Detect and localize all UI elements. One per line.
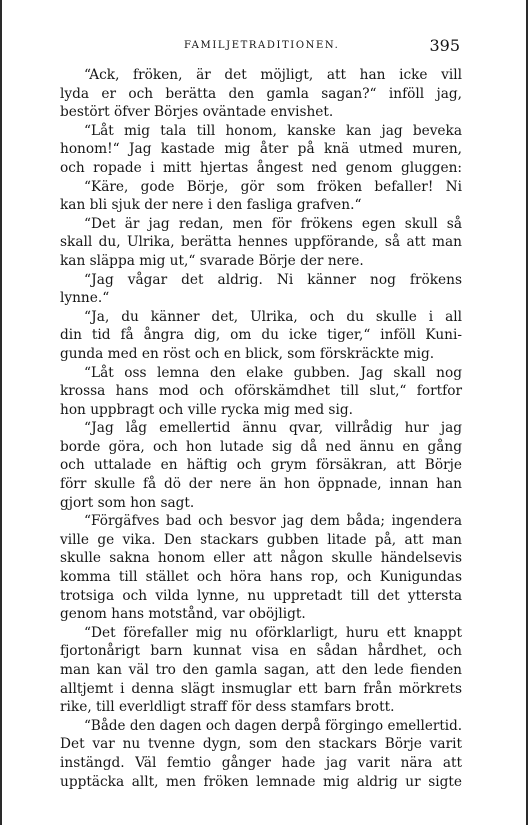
text-line: “Förgäfves bad och besvor jag dem båda; ingendera: [84, 513, 462, 530]
text-line: bestört öfver Börjes oväntade envishet.: [60, 104, 334, 121]
text-line: instängd. Väl femtio gånger hade jag varit nära att: [60, 754, 462, 771]
text-line: din tid få ångra dig, om du icke tiger,“ inföll Kuni-: [60, 327, 462, 344]
text-line: skall du, Ulrika, berätta hennes uppförande, så att man: [60, 234, 462, 251]
body-text: [60, 66, 462, 791]
text-line: “Jag låg emellertid ännu qvar, villrådig hur jag: [84, 420, 462, 437]
page-edge-left: [0, 0, 2, 825]
text-line: “Det förefaller mig nu oförklarligt, huru ett knappt: [84, 624, 462, 641]
text-line: lynne.“: [60, 290, 110, 307]
text-line: “Jag vågar det aldrig. Ni känner nog frökens: [84, 271, 462, 288]
running-head: FAMILJETRADITIONEN.: [184, 40, 340, 51]
text-line: man kan väl tro den gamla sagan, att den lede fienden: [60, 662, 462, 678]
text-line: och ropade i mitt hjertas ångest ned genom gluggen:: [60, 159, 462, 176]
text-line: genom hans motstånd, var oböjligt.: [60, 606, 306, 623]
text-line: lyda er och berätta den gamla sagan?“ inföll jag,: [60, 85, 462, 102]
text-line: “Låt oss lemna den elake gubben. Jag skall nog: [84, 364, 462, 381]
text-line: och uttalade en häftig och grym försäkran, att Börje: [60, 457, 462, 474]
text-line: “Ack, fröken, är det möjligt, att han icke vill: [84, 67, 462, 83]
text-line: kan bli sjuk der nere i den fasliga grafven.“: [60, 197, 362, 214]
text-line: upptäcka allt, men fröken lemnade mig aldrig ur sigte: [60, 773, 462, 790]
text-line: hon uppbragt och ville rycka mig med sig.: [60, 401, 353, 418]
text-line: ville ge vika. Den stackars gubben litade på, att man: [60, 531, 462, 548]
text-line: komma till stället och höra hans rop, och Kunigundas: [60, 569, 462, 586]
text-line: rike, till everldligt straff för dess stamfars brott.: [60, 699, 395, 716]
text-line: “Låt mig tala till honom, kanske kan jag beveka: [84, 122, 462, 139]
page-header: [62, 36, 462, 58]
text-line: förr skulle få dö der nere än hon öppnade, innan han: [60, 476, 462, 493]
text-line: Det var nu tvenne dygn, som den stackars Börje varit: [60, 736, 462, 753]
page-number: 395: [429, 36, 460, 55]
text-line: fjortonårigt barn kunnat visa en sådan hårdhet, och: [60, 643, 462, 660]
text-line: alltjemt i denna slägt insmuglar ett barn från mörkrets: [60, 680, 462, 697]
text-line: kan släppa mig ut,“ svarade Börje der nere.: [60, 252, 364, 269]
text-line: skulle sakna honom eller att någon skulle händelsevis: [60, 550, 462, 567]
text-line: gjort som hon sagt.: [60, 494, 195, 511]
text-line: “Käre, gode Börje, gör som fröken befaller! Ni: [84, 178, 462, 195]
text-line: gunda med en röst och en blick, som förskräckte mig.: [60, 345, 435, 362]
text-line: krossa hans mod och oförskämdhet till slut,“ fortfor: [60, 383, 462, 400]
text-line: “Det är jag redan, men för frökens egen skull så: [84, 215, 462, 232]
text-line: trotsiga och vilda lynne, nu uppretadt till det yttersta: [60, 587, 462, 604]
text-line: borde göra, och hon lutade sig då ned ännu en gång: [60, 438, 462, 455]
text-line: “Både den dagen och dagen derpå förgingo emellertid.: [84, 717, 462, 734]
text-line: “Ja, du känner det, Ulrika, och du skulle i all: [84, 308, 462, 325]
text-line: honom!“ Jag kastade mig åter på knä utmed muren,: [60, 141, 462, 158]
